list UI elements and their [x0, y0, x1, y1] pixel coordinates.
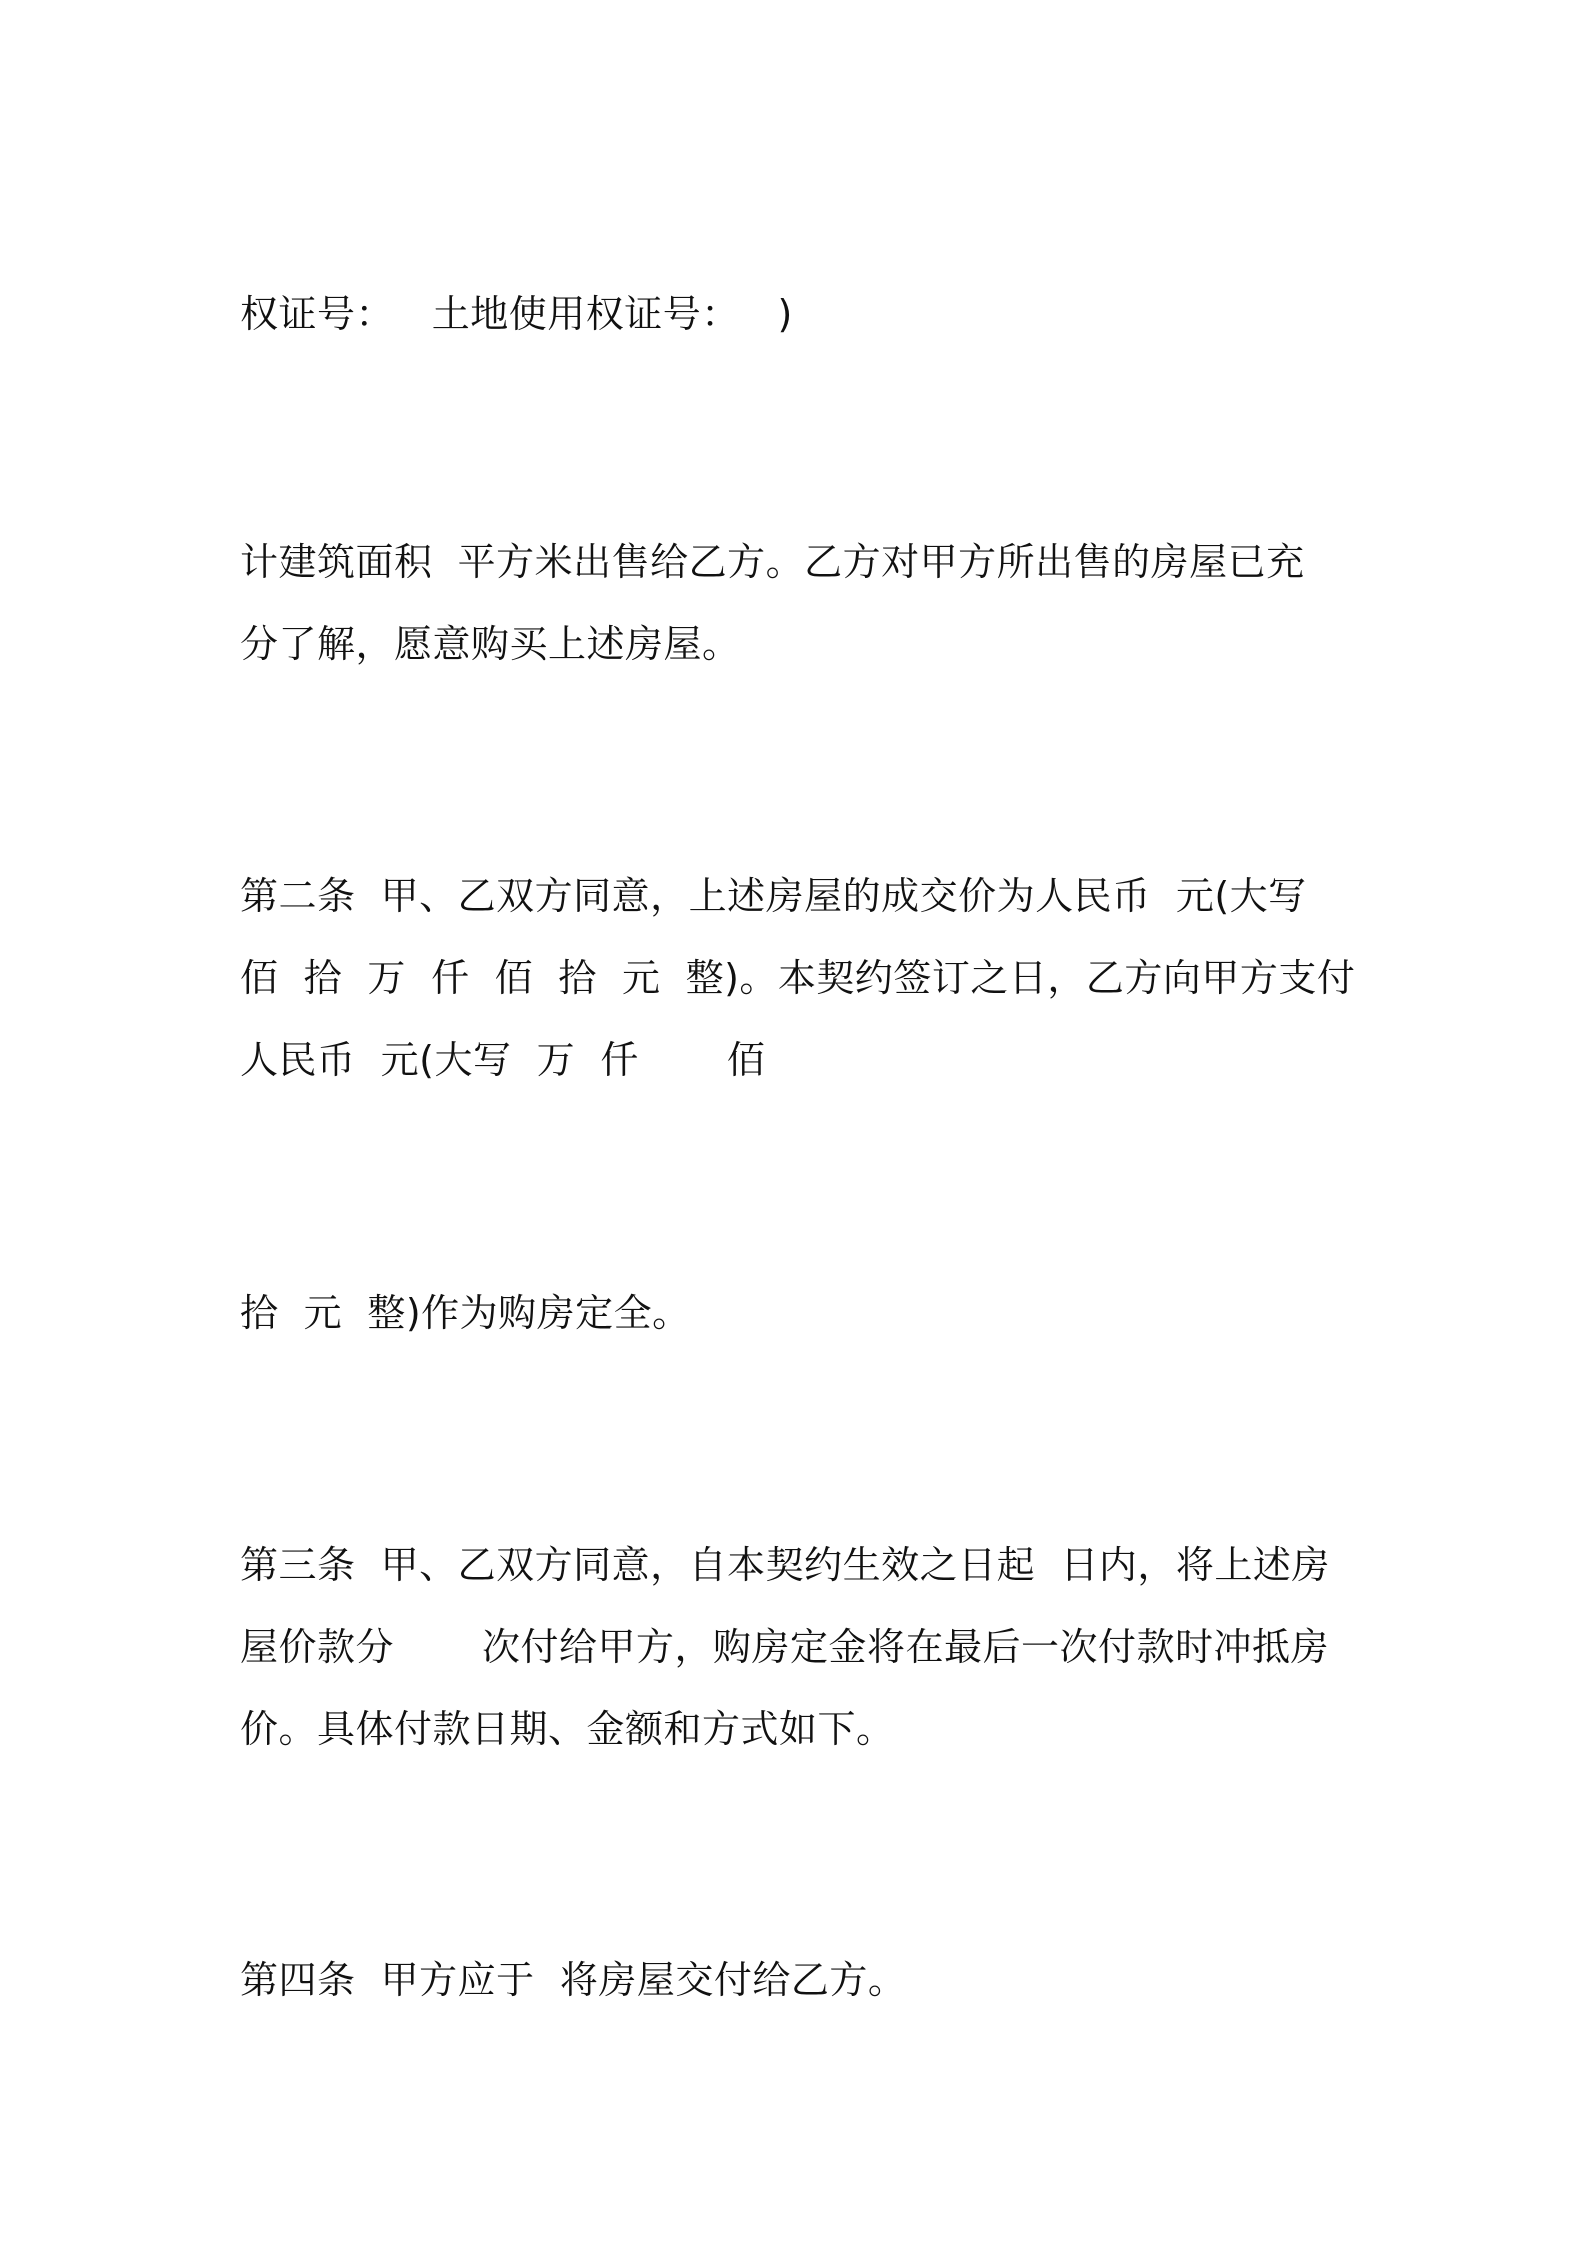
text-line-article-3-details: 价。具体付款日期、金额和方式如下。 — [240, 1707, 895, 1751]
text-line-article-4-delivery: 第四条 甲方应于 将房屋交付给乙方。 — [240, 1958, 907, 2002]
text-line-deposit-purpose: 拾 元 整)作为购房定全。 — [240, 1291, 691, 1335]
text-line-article-3-installments: 屋价款分 次付给甲方，购房定金将在最后一次付款时冲抵房 — [240, 1625, 1330, 1669]
text-line-buyer-understanding: 分了解，愿意购买上述房屋。 — [240, 622, 741, 666]
text-line-article-2-capital-amount: 佰 拾 万 仟 佰 拾 元 整)。本契约签订之日，乙方向甲方支付 — [240, 956, 1356, 1000]
text-line-certificate-numbers: 权证号： 土地使用权证号： ) — [240, 292, 793, 336]
text-line-article-2-price: 第二条 甲、乙双方同意，上述房屋的成交价为人民币 元(大写 — [240, 874, 1307, 918]
text-line-building-area: 计建筑面积 平方米出售给乙方。乙方对甲方所出售的房屋已充 — [240, 540, 1305, 584]
text-line-article-2-deposit: 人民币 元(大写 万 仟 佰 — [240, 1038, 766, 1082]
text-line-article-3-payment: 第三条 甲、乙双方同意，自本契约生效之日起 日内，将上述房 — [240, 1543, 1330, 1587]
